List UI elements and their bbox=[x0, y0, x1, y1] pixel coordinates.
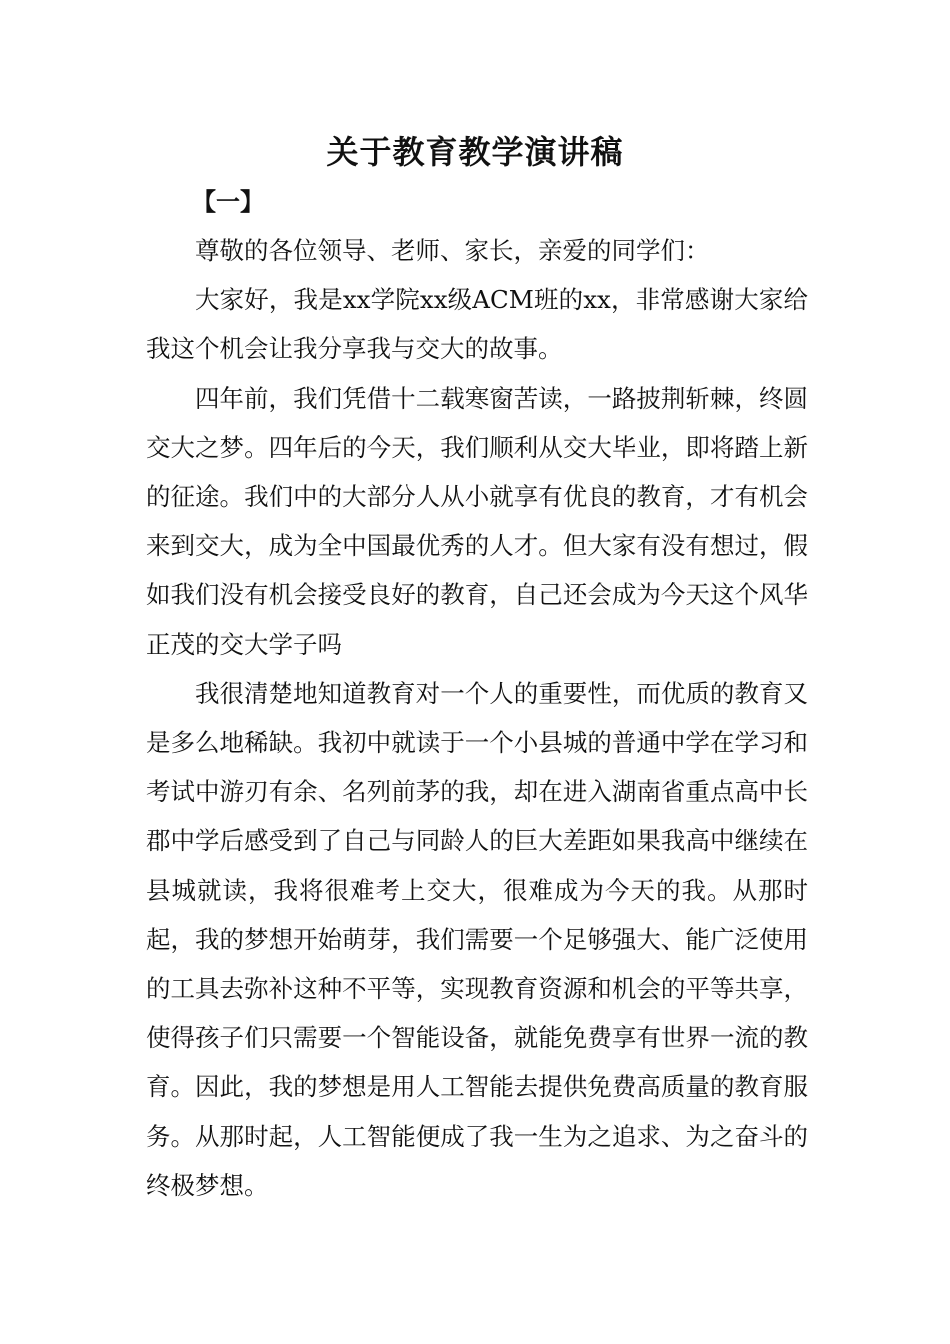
section-label: 【一】 bbox=[192, 188, 264, 216]
document-body bbox=[146, 226, 808, 1210]
paragraph-education-dream: 我很清楚地知道教育对一个人的重要性，而优质的教育又是多么地稀缺。我初中就读于一个小县城的普通中学在学习和考试中游刃有余、名列前茅的我，却在进入湖南省重点高中长郡中学后感受到了自己与同龄人的巨大差距如果我高中继续在县城就读，我将很难考上交大，很难成为今天的我。从那时起，我的梦想开始萌芽，我们需要一个足够强大、能广泛使用的工具去弥补这种不平等，实现教育资源和机会的平等共享，使得孩子们只需要一个智能设备，就能免费享有世界一流的教育。因此，我的梦想是用人工智能去提供免费高质量的教育服务。从那时起，人工智能便成了我一生为之追求、为之奋斗的终极梦想。 bbox=[146, 678, 808, 1200]
paragraph-introduction: 大家好，我是xx学院xx级ACM班的xx，非常感谢大家给我这个机会让我分享我与交大的故事。 bbox=[146, 285, 808, 364]
paragraph-four-years: 四年前，我们凭借十二载寒窗苦读，一路披荆斩棘，终圆交大之梦。四年后的今天，我们顺利从交大毕业，即将踏上新的征途。我们中的大部分人从小就享有优良的教育，才有机会来到交大，成为全中国最优秀的人才。但大家有没有想过，假如我们没有机会接受良好的教育，自己还会成为今天这个风华正茂的交大学子吗 bbox=[146, 383, 808, 659]
paragraph-greeting: 尊敬的各位领导、老师、家长，亲爱的同学们： bbox=[195, 236, 710, 265]
document-title: 关于教育教学演讲稿 bbox=[326, 133, 624, 171]
